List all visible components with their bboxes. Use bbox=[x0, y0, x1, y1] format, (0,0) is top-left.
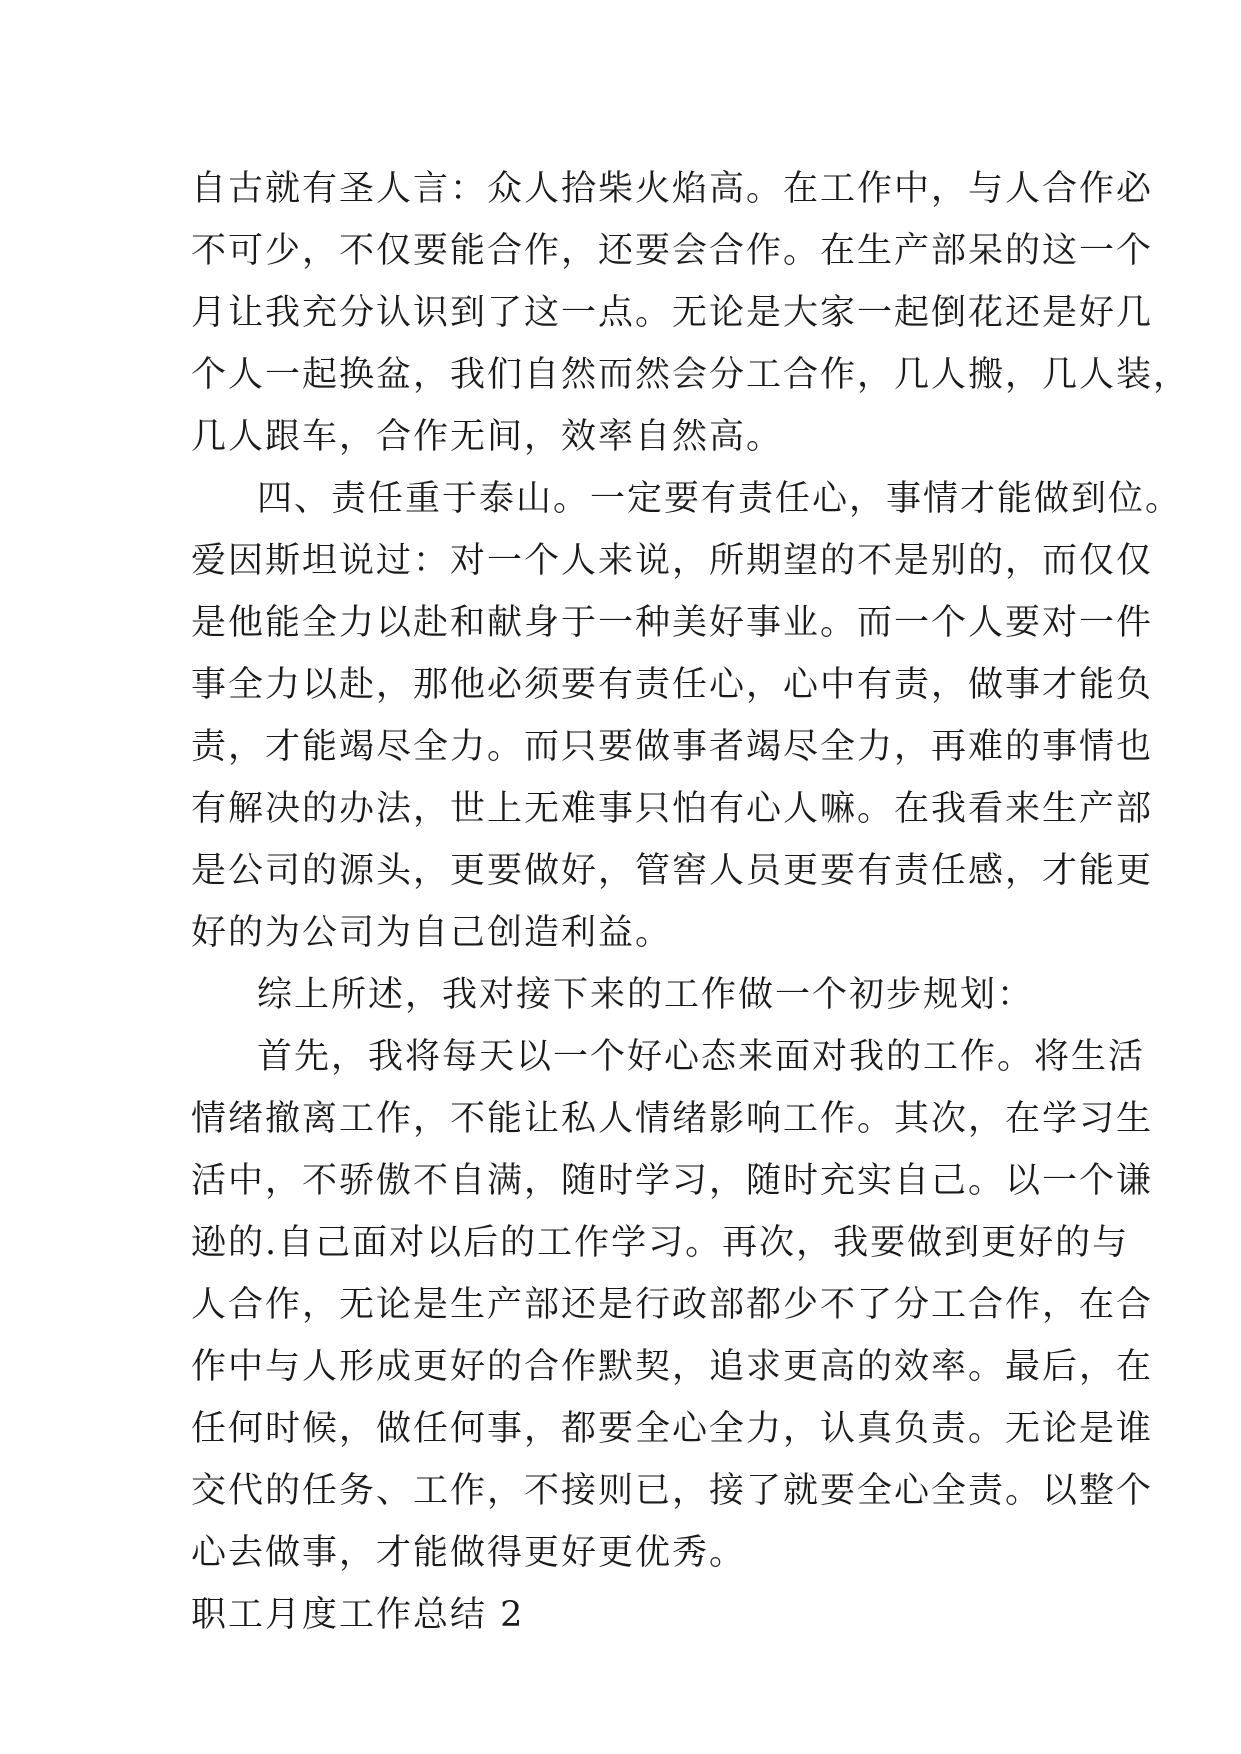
section-title: 职工月度工作总结 2 bbox=[191, 1595, 525, 1635]
paragraph-line: 综上所述，我对接下来的工作做一个初步规划： bbox=[257, 975, 1035, 1015]
paragraph-line: 心去做事，才能做得更好更优秀。 bbox=[191, 1533, 747, 1573]
paragraph-line: 责，才能竭尽全力。而只要做事者竭尽全力，再难的事情也 bbox=[191, 727, 1154, 767]
paragraph-line: 是公司的源头，更要做好，管窖人员更要有责任感，才能更 bbox=[191, 851, 1154, 891]
paragraph-line: 月让我充分认识到了这一点。无论是大家一起倒花还是好几 bbox=[191, 293, 1154, 333]
paragraph-line: 有解决的办法，世上无难事只怕有心人嘛。在我看来生产部 bbox=[191, 789, 1154, 829]
paragraph-line: 活中，不骄傲不自满，随时学习，随时充实自己。以一个谦 bbox=[191, 1161, 1154, 1201]
paragraph-line: 是他能全力以赴和献身于一种美好事业。而一个人要对一件 bbox=[191, 603, 1154, 643]
paragraph-line: 作中与人形成更好的合作默契，追求更高的效率。最后，在 bbox=[191, 1347, 1154, 1387]
paragraph-line: 首先，我将每天以一个好心态来面对我的工作。将生活 bbox=[257, 1037, 1146, 1077]
paragraph-line: 人合作，无论是生产部还是行政部都少不了分工合作，在合 bbox=[191, 1285, 1154, 1325]
paragraph-line: 不可少，不仅要能合作，还要会合作。在生产部呆的这一个 bbox=[191, 231, 1154, 271]
paragraph-line: 交代的任务、工作，不接则已，接了就要全心全责。以整个 bbox=[191, 1471, 1154, 1511]
paragraph-line: 任何时候，做任何事，都要全心全力，认真负责。无论是谁 bbox=[191, 1409, 1154, 1449]
paragraph-line: 几人跟车，合作无间，效率自然高。 bbox=[191, 417, 784, 457]
paragraph-line: 自古就有圣人言：众人拾柴火焰高。在工作中，与人合作必 bbox=[191, 169, 1154, 209]
paragraph-line: 情绪撤离工作，不能让私人情绪影响工作。其次，在学习生 bbox=[191, 1099, 1154, 1139]
paragraph-line: 爱因斯坦说过：对一个人来说，所期望的不是别的，而仅仅 bbox=[191, 541, 1154, 581]
paragraph-line: 好的为公司为自己创造利益。 bbox=[191, 913, 673, 953]
paragraph-line: 逊的.自己面对以后的工作学习。再次，我要做到更好的与 bbox=[191, 1223, 1130, 1263]
document-body bbox=[191, 158, 1191, 1646]
paragraph-4 bbox=[191, 1026, 1154, 1584]
paragraph-line: 事全力以赴，那他必须要有责任心，心中有责，做事才能负 bbox=[191, 665, 1154, 705]
paragraph-line: 个人一起换盆，我们自然而然会分工合作，几人搬，几人装， bbox=[191, 355, 1191, 395]
paragraph-1 bbox=[191, 158, 1191, 468]
paragraph-line: 四、责任重于泰山。一定要有责任心，事情才能做到位。 bbox=[257, 479, 1183, 519]
paragraph-3 bbox=[191, 964, 1051, 1026]
paragraph-2 bbox=[191, 468, 1183, 964]
